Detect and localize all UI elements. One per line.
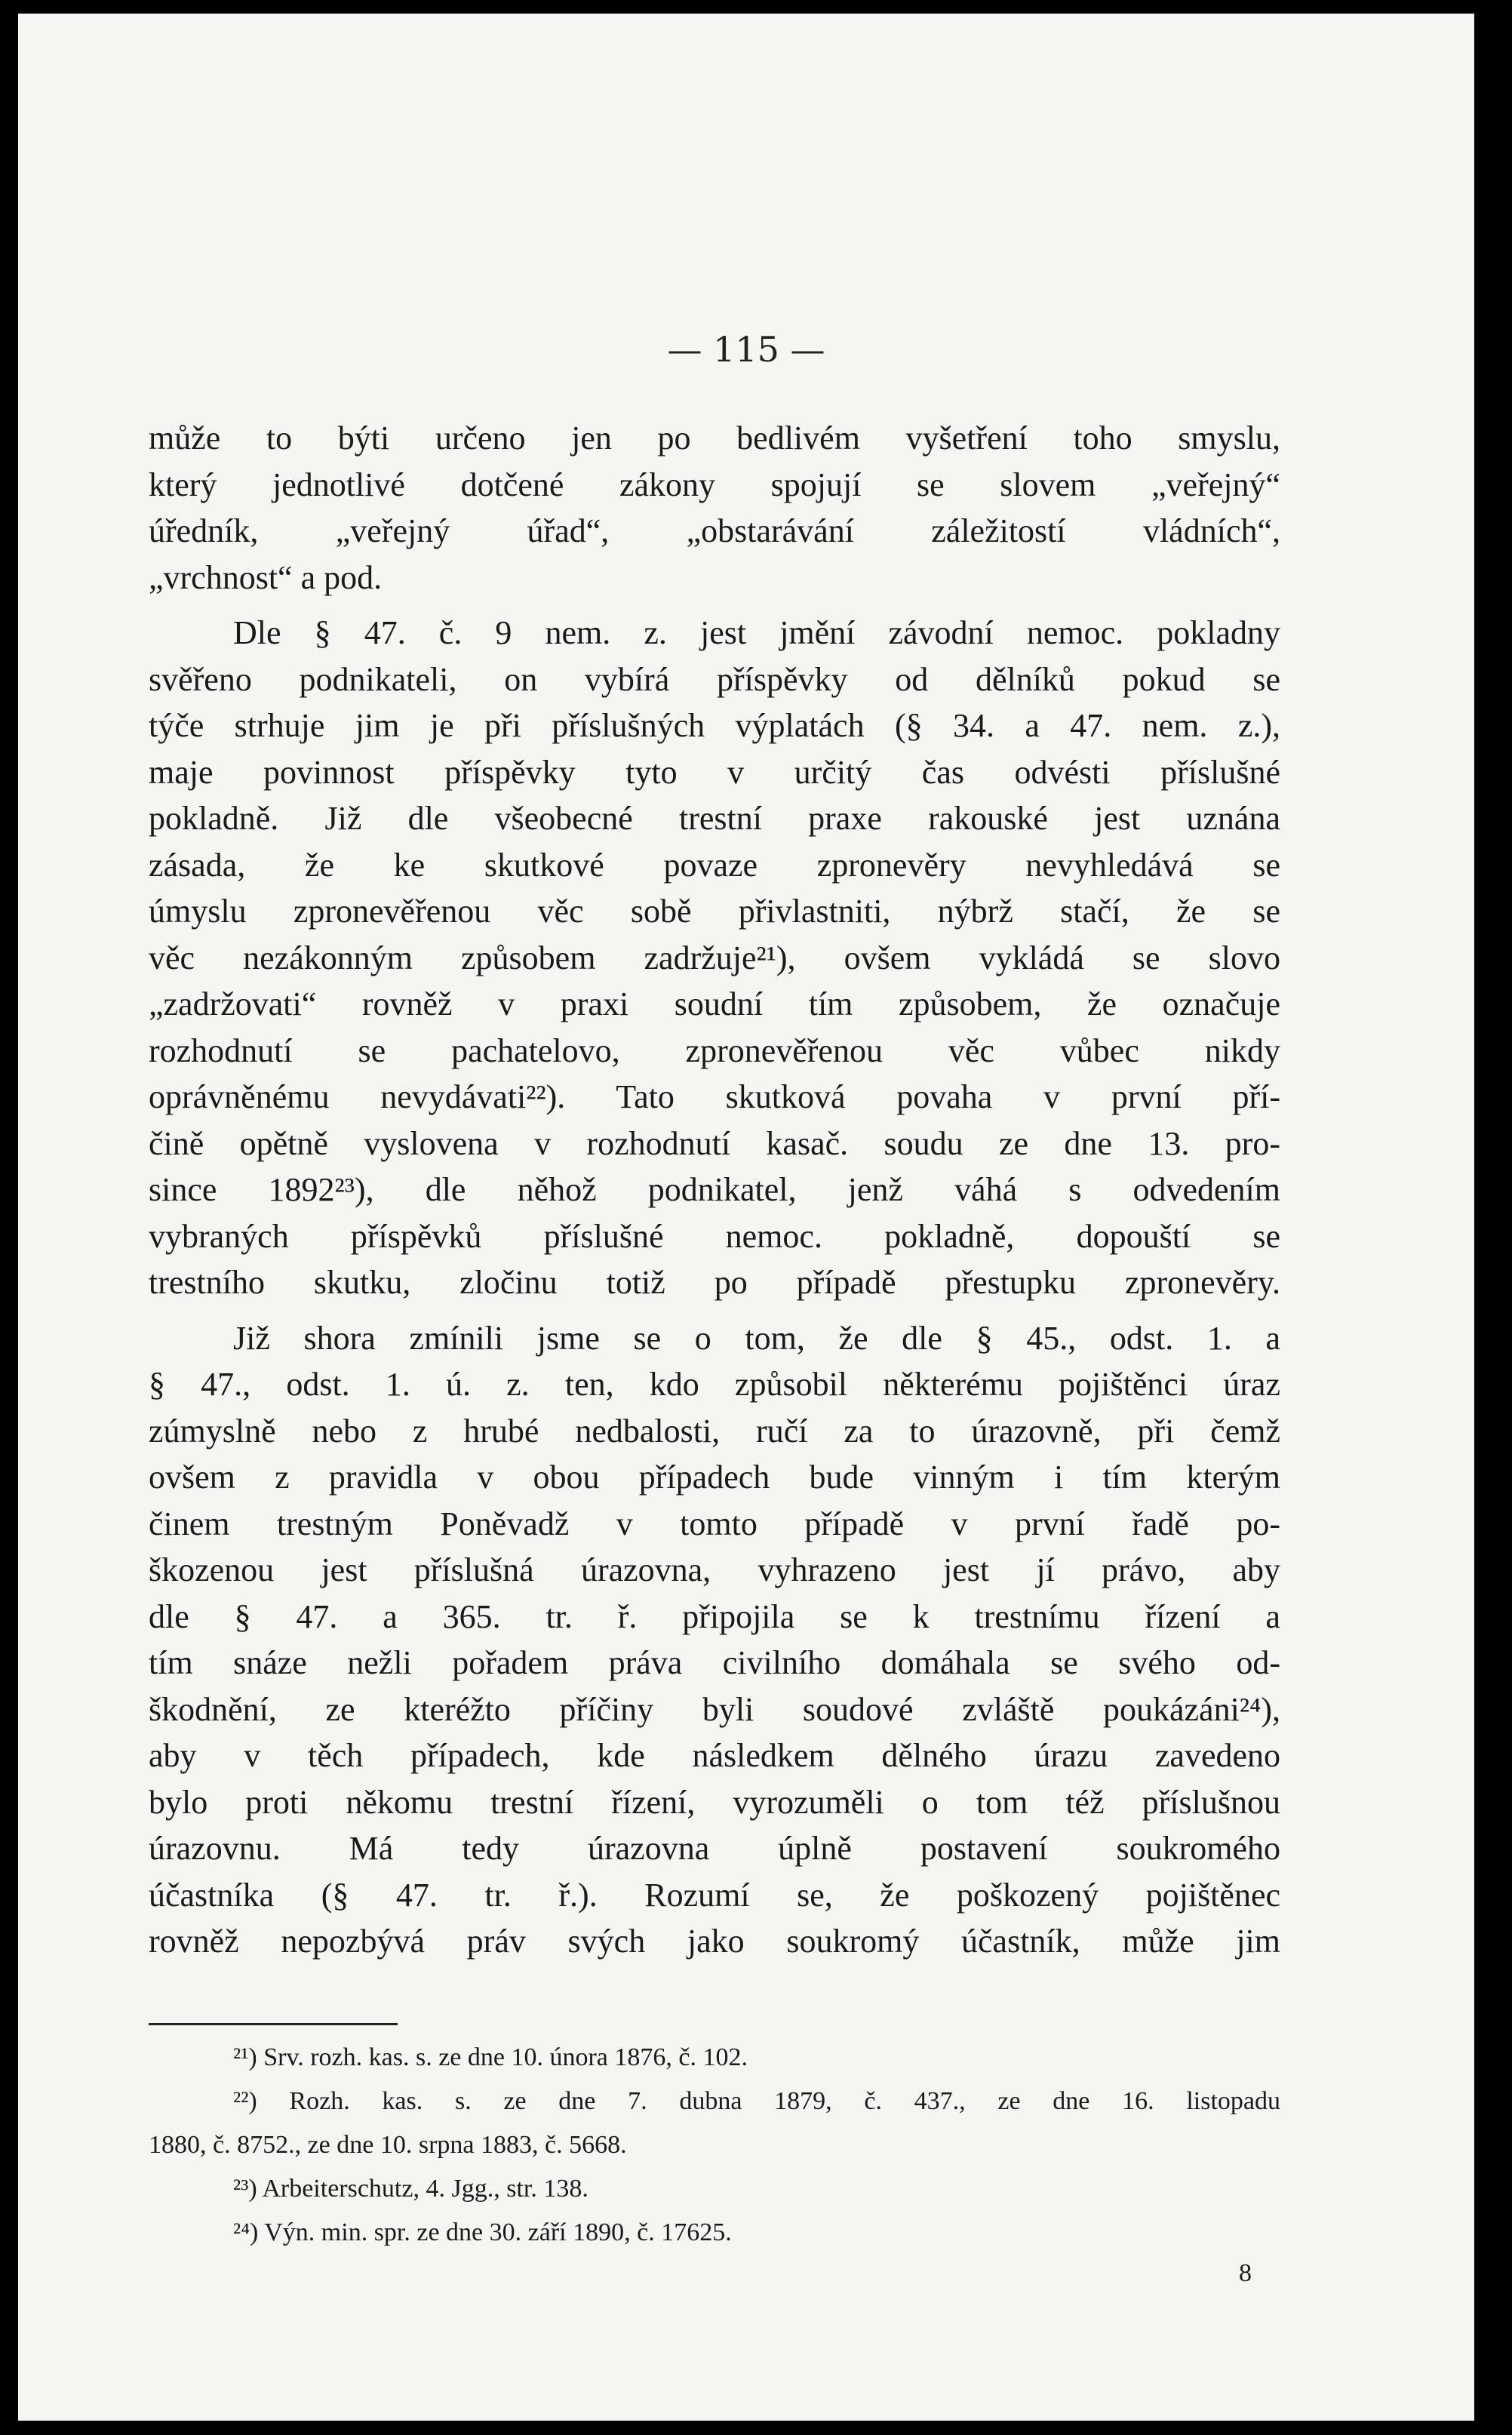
text-line: zúmyslně nebo z hrubé nedbalosti, ručí za to úrazovně, při čemž xyxy=(149,1412,1280,1450)
text-line: § 47., odst. 1. ú. z. ten, kdo způsobil některému pojištěnci úraz xyxy=(149,1366,1280,1403)
sheet-signature-number: 8 xyxy=(1239,2259,1252,2287)
text-line: úmyslu zpronevěřenou věc sobě přivlastniti, nýbrž stačí, že se xyxy=(149,893,1280,930)
text-line: oprávněnému nevydávati²²). Tato skutková povaha v první pří- xyxy=(149,1078,1280,1115)
text-line: týče strhuje jim je při příslušných výplatách (§ 34. a 47. nem. z.), xyxy=(149,707,1280,744)
text-line: škozenou jest příslušná úrazovna, vyhrazeno jest jí právo, aby xyxy=(149,1551,1280,1588)
footnote: ²³) Arbeiterschutz, 4. Jgg., str. 138. xyxy=(233,2175,589,2203)
footnote: ²⁴) Výn. min. spr. ze dne 30. září 1890, č. 17625. xyxy=(233,2218,732,2246)
text-line: úředník, „veřejný úřad“, „obstarávání záležitostí vládních“, xyxy=(149,512,1280,549)
text-line: čině opětně vyslovena v rozhodnutí kasač. soudu ze dne 13. pro- xyxy=(149,1124,1280,1162)
text-line: věc nezákonným způsobem zadržuje²¹), ovšem vykládá se slovo xyxy=(149,939,1280,976)
text-line: „zadržovati“ rovněž v praxi soudní tím způsobem, že označuje xyxy=(149,985,1280,1022)
text-line: tím snáze nežli pořadem práva civilního domáhala se svého od- xyxy=(149,1644,1280,1681)
text-line: „vrchnost“ a pod. xyxy=(149,558,383,596)
body-text xyxy=(149,415,1280,1965)
text-line: bylo proti někomu trestní řízení, vyrozuměli o tom též příslušnou xyxy=(149,1783,1280,1821)
text-line: úrazovnu. Má tedy úrazovna úplně postavení soukromého xyxy=(149,1830,1280,1867)
text-line: trestního skutku, zločinu totiž po případě přestupku zpronevěry. xyxy=(149,1264,1280,1301)
text-line: pokladně. Již dle všeobecné trestní praxe rakouské jest uznána xyxy=(149,800,1280,837)
text-line: since 1892²³), dle něhož podnikatel, jenž váhá s odvedením xyxy=(149,1171,1280,1208)
footnote-rule xyxy=(149,2023,398,2025)
text-line: účastníka (§ 47. tr. ř.). Rozumí se, že poškozený pojištěnec xyxy=(149,1876,1280,1914)
text-line: který jednotlivé dotčené zákony spojují se slovem „veřejný“ xyxy=(149,466,1280,503)
text-line: aby v těch případech, kde následkem dělného úrazu zavedeno xyxy=(149,1737,1280,1774)
text-line: rovněž nepozbývá práv svých jako soukromý účastník, může jim xyxy=(149,1923,1280,1960)
text-line: Již shora zmínili jsme se o tom, že dle § 45., odst. 1. a xyxy=(233,1319,1280,1357)
text-line: činem trestným Poněvadž v tomto případě v první řadě po- xyxy=(149,1505,1280,1542)
text-line: vybraných příspěvků příslušné nemoc. pokladně, dopouští se xyxy=(149,1217,1280,1255)
text-line: dle § 47. a 365. tr. ř. připojila se k trestnímu řízení a xyxy=(149,1597,1280,1635)
text-line: ovšem z pravidla v obou případech bude vinným i tím kterým xyxy=(149,1459,1280,1496)
footnote: 1880, č. 8752., ze dne 10. srpna 1883, č. 5668. xyxy=(149,2131,627,2159)
text-line: svěřeno podnikateli, on vybírá příspěvky od dělníků pokud se xyxy=(149,660,1280,698)
text-line: zásada, že ke skutkové povaze zpronevěry nevyhledává se xyxy=(149,846,1280,884)
text-line: maje povinnost příspěvky tyto v určitý čas odvésti příslušné xyxy=(149,753,1280,791)
footnotes xyxy=(149,2036,1280,2255)
text-line: rozhodnutí se pachatelovo, zpronevěřenou věc vůbec nikdy xyxy=(149,1031,1280,1069)
text-line: může to býti určeno jen po bedlivém vyšetření toho smyslu, xyxy=(149,420,1280,457)
text-line: škodnění, ze kteréžto příčiny byli soudové zvláště poukázáni²⁴), xyxy=(149,1690,1280,1728)
page-number: — 115 — xyxy=(667,329,825,370)
text-line: Dle § 47. č. 9 nem. z. jest jmění závodní nemoc. pokladny xyxy=(233,614,1280,651)
book-page xyxy=(18,14,1474,2421)
footnote: ²¹) Srv. rozh. kas. s. ze dne 10. února 1876, č. 102. xyxy=(233,2043,748,2071)
footnote: ²²) Rozh. kas. s. ze dne 7. dubna 1879, č. 437., ze dne 16. listopadu xyxy=(233,2087,1280,2115)
